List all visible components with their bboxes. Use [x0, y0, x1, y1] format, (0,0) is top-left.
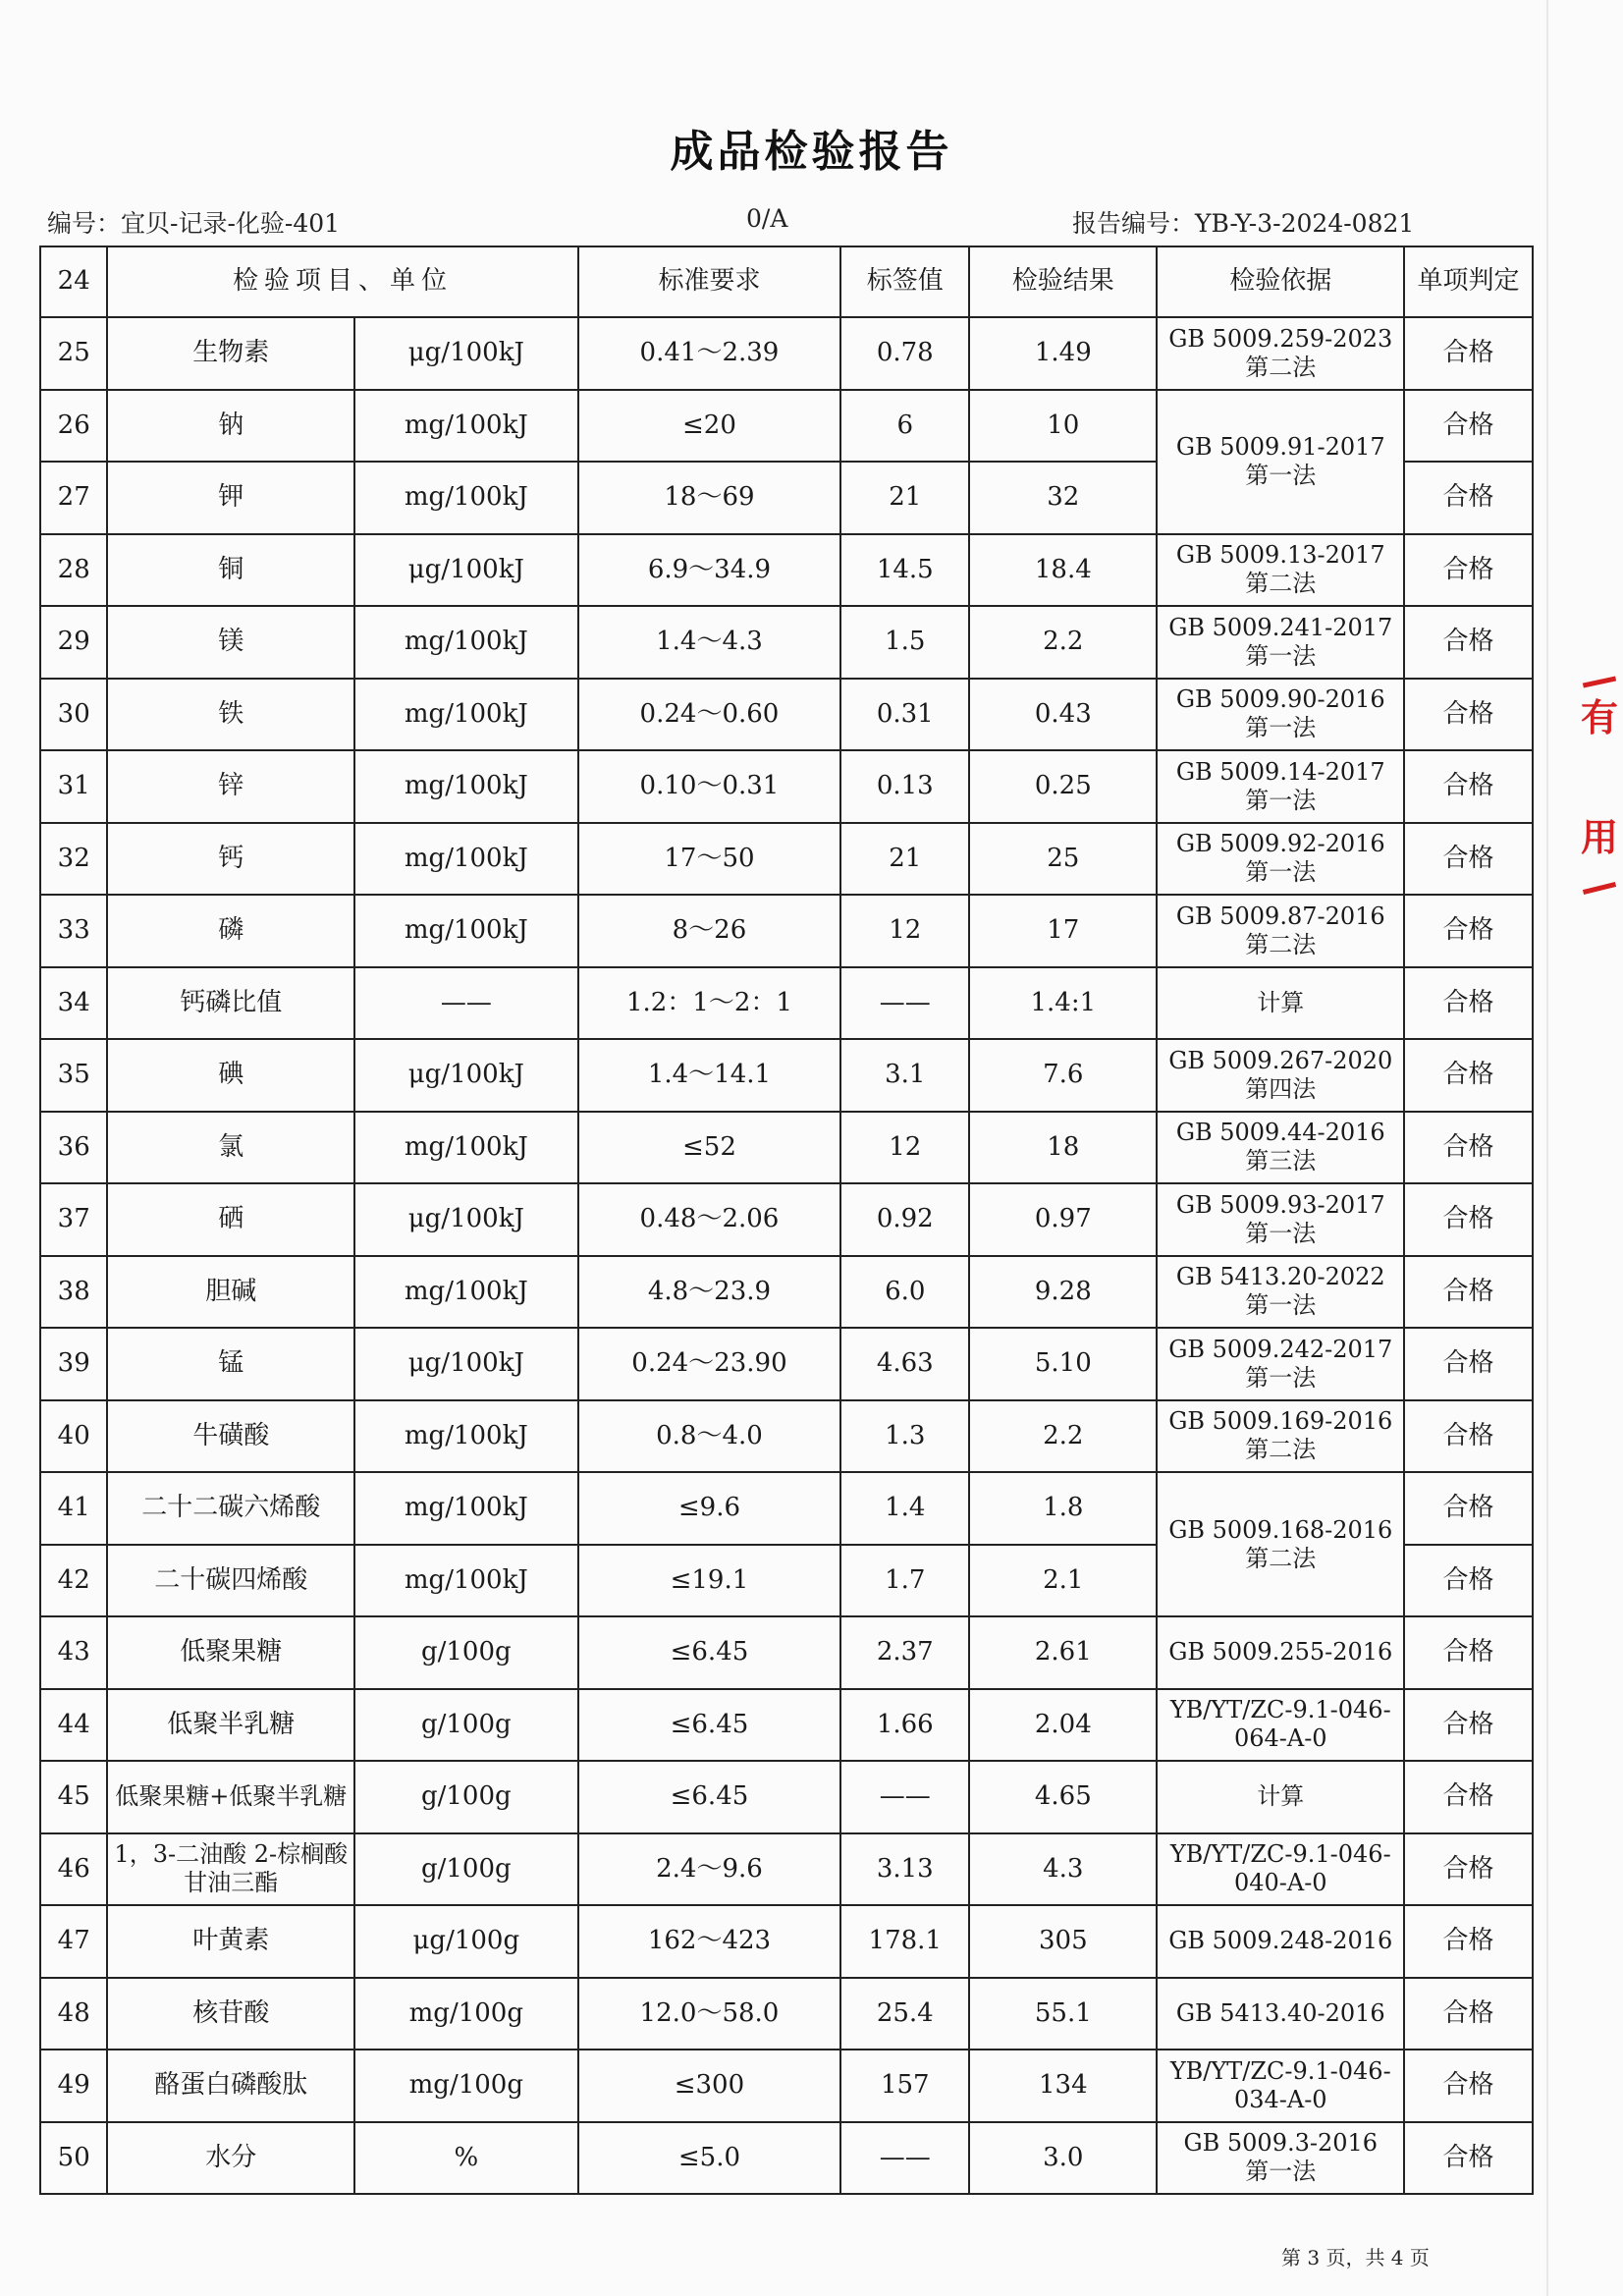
test-basis-standard: GB 5009.169-2016 [1168, 1407, 1393, 1436]
test-result: 2.61 [969, 1616, 1157, 1689]
item-unit: mg/100kJ [354, 750, 578, 823]
test-result: 18.4 [969, 534, 1157, 607]
table-row [40, 1039, 1533, 1112]
test-basis-method: 第一法 [1245, 1291, 1317, 1320]
table-row [40, 1183, 1533, 1256]
test-basis-standard: YB/YT/ZC-9.1-046- [1169, 1840, 1391, 1869]
test-basis-method: 第四法 [1245, 1074, 1317, 1103]
test-result: 1.49 [969, 317, 1157, 390]
test-basis-standard: GB 5009.93-2017 [1175, 1190, 1385, 1219]
test-result: 3.0 [969, 2122, 1157, 2195]
row-number: 32 [40, 823, 107, 896]
verdict: 合格 [1404, 1978, 1533, 2050]
table-row [40, 390, 1533, 463]
standard-requirement: 0.24～0.60 [578, 679, 841, 751]
item-unit: μg/100kJ [354, 1328, 578, 1400]
verdict: 合格 [1404, 1183, 1533, 1256]
item-name: 钙 [107, 823, 354, 896]
verdict: 合格 [1404, 1833, 1533, 1906]
standard-requirement: 0.41～2.39 [578, 317, 841, 390]
verdict: 合格 [1404, 1256, 1533, 1329]
test-basis-standard: GB 5009.168-2016 [1168, 1515, 1393, 1544]
table-row [40, 2050, 1533, 2122]
header-verdict: 单项判定 [1404, 246, 1533, 317]
item-unit: mg/100kJ [354, 462, 578, 534]
table-row [40, 1833, 1533, 1906]
standard-requirement: ≤9.6 [578, 1472, 841, 1545]
test-basis-method: 第二法 [1245, 570, 1317, 598]
row-number: 34 [40, 967, 107, 1040]
item-unit: g/100g [354, 1761, 578, 1833]
test-basis-method: 第二法 [1245, 930, 1317, 958]
test-basis-standard: GB 5413.40-2016 [1175, 1998, 1385, 2027]
standard-requirement: 162～423 [578, 1905, 841, 1978]
item-name: 低聚果糖+低聚半乳糖 [107, 1761, 354, 1833]
report-number: 报告编号：YB-Y-3-2024-0821 [1072, 209, 1415, 238]
test-basis-method: 第一法 [1245, 714, 1317, 742]
test-basis [1157, 534, 1404, 607]
inspection-table [39, 246, 1534, 2195]
row-number: 29 [40, 606, 107, 679]
item-unit: μg/100g [354, 1905, 578, 1978]
table-row [40, 534, 1533, 607]
label-value: 1.4 [840, 1472, 969, 1545]
table-row [40, 1472, 1533, 1545]
test-result: 10 [969, 390, 1157, 463]
test-basis-standard: 计算 [1257, 988, 1305, 1016]
test-basis-standard: GB 5413.20-2022 [1175, 1263, 1385, 1291]
label-value: 14.5 [840, 534, 969, 607]
standard-requirement: ≤6.45 [578, 1616, 841, 1689]
row-number: 28 [40, 534, 107, 607]
header-item-unit: 检验项目、单位 [107, 246, 577, 317]
test-result: 2.2 [969, 1400, 1157, 1473]
table-row [40, 967, 1533, 1040]
label-value: 25.4 [840, 1978, 969, 2050]
verdict: 合格 [1404, 967, 1533, 1040]
item-name: 1，3-二油酸 2-棕榈酸甘油三酯 [107, 1833, 354, 1906]
test-basis [1157, 1183, 1404, 1256]
test-result: 1.8 [969, 1472, 1157, 1545]
test-result: 4.65 [969, 1761, 1157, 1833]
table-row [40, 1616, 1533, 1689]
label-value: 0.31 [840, 679, 969, 751]
label-value: —— [840, 2122, 969, 2195]
table-row [40, 1400, 1533, 1473]
row-number: 36 [40, 1112, 107, 1184]
test-basis [1157, 750, 1404, 823]
test-basis [1157, 967, 1404, 1040]
test-basis-standard: 计算 [1257, 1782, 1305, 1811]
row-number: 27 [40, 462, 107, 534]
item-unit: μg/100kJ [354, 1183, 578, 1256]
test-basis-method: 第一法 [1245, 641, 1317, 670]
test-basis-method: 第一法 [1245, 2158, 1317, 2186]
item-name: 生物素 [107, 317, 354, 390]
row-number: 47 [40, 1905, 107, 1978]
verdict: 合格 [1404, 462, 1533, 534]
test-result: 4.3 [969, 1833, 1157, 1906]
test-result: 0.25 [969, 750, 1157, 823]
item-name: 叶黄素 [107, 1905, 354, 1978]
item-unit: mg/100kJ [354, 606, 578, 679]
item-unit: mg/100kJ [354, 1472, 578, 1545]
test-basis [1157, 1328, 1404, 1400]
page-footer: 第 3 页，共 4 页 [1281, 2246, 1430, 2269]
header-label-value: 标签值 [840, 246, 969, 317]
standard-requirement: 0.10～0.31 [578, 750, 841, 823]
label-value: 178.1 [840, 1905, 969, 1978]
row-number: 38 [40, 1256, 107, 1329]
label-value: 157 [840, 2050, 969, 2122]
test-result: 2.2 [969, 606, 1157, 679]
item-name: 二十二碳六烯酸 [107, 1472, 354, 1545]
item-unit: mg/100g [354, 2050, 578, 2122]
test-result: 5.10 [969, 1328, 1157, 1400]
test-basis-method: 第一法 [1245, 786, 1317, 814]
test-basis-standard: GB 5009.87-2016 [1175, 902, 1385, 930]
row-number: 40 [40, 1400, 107, 1473]
item-name: 硒 [107, 1183, 354, 1256]
item-unit: μg/100kJ [354, 534, 578, 607]
test-basis [1157, 1472, 1404, 1616]
row-number: 49 [40, 2050, 107, 2122]
test-basis-standard: GB 5009.3-2016 [1183, 2129, 1379, 2158]
test-basis [1157, 390, 1404, 534]
table-row [40, 1761, 1533, 1833]
test-result: 32 [969, 462, 1157, 534]
red-stamp-bar-top [1583, 677, 1616, 688]
verdict: 合格 [1404, 1328, 1533, 1400]
verdict: 合格 [1404, 317, 1533, 390]
test-result: 0.43 [969, 679, 1157, 751]
item-unit: μg/100kJ [354, 317, 578, 390]
label-value: 3.13 [840, 1833, 969, 1906]
test-basis-method: 第三法 [1245, 1147, 1317, 1175]
table-row [40, 1256, 1533, 1329]
table-row [40, 2122, 1533, 2195]
label-value: 1.5 [840, 606, 969, 679]
header-result: 检验结果 [969, 246, 1157, 317]
item-name: 酪蛋白磷酸肽 [107, 2050, 354, 2122]
item-name: 钠 [107, 390, 354, 463]
verdict: 合格 [1404, 2122, 1533, 2195]
standard-requirement: 2.4～9.6 [578, 1833, 841, 1906]
row-number: 45 [40, 1761, 107, 1833]
test-basis-standard: GB 5009.14-2017 [1175, 757, 1385, 786]
test-basis-standard: GB 5009.44-2016 [1175, 1119, 1385, 1147]
standard-requirement: 1.2：1～2：1 [578, 967, 841, 1040]
table-row [40, 1689, 1533, 1762]
standard-requirement: 0.8～4.0 [578, 1400, 841, 1473]
standard-requirement: 1.4～4.3 [578, 606, 841, 679]
standard-requirement: 18～69 [578, 462, 841, 534]
item-unit: —— [354, 967, 578, 1040]
test-basis [1157, 823, 1404, 896]
test-basis [1157, 1833, 1404, 1906]
standard-requirement: 6.9～34.9 [578, 534, 841, 607]
label-value: 6.0 [840, 1256, 969, 1329]
standard-requirement: ≤52 [578, 1112, 841, 1184]
test-basis-standard: GB 5009.248-2016 [1168, 1927, 1393, 1955]
item-name: 碘 [107, 1039, 354, 1112]
item-name: 钾 [107, 462, 354, 534]
label-value: 12 [840, 895, 969, 967]
label-value: 0.78 [840, 317, 969, 390]
test-basis-method: 第二法 [1245, 1436, 1317, 1464]
table-header-row [40, 246, 1533, 317]
row-number: 41 [40, 1472, 107, 1545]
standard-requirement: 12.0～58.0 [578, 1978, 841, 2050]
standard-requirement: 8～26 [578, 895, 841, 967]
test-basis-standard: GB 5009.90-2016 [1175, 685, 1385, 714]
row-number: 44 [40, 1689, 107, 1762]
test-basis [1157, 1400, 1404, 1473]
doc-number: 编号：宜贝-记录-化验-401 [47, 209, 341, 238]
item-unit: mg/100kJ [354, 679, 578, 751]
test-result: 25 [969, 823, 1157, 896]
item-name: 低聚半乳糖 [107, 1689, 354, 1762]
verdict: 合格 [1404, 1545, 1533, 1617]
test-basis [1157, 1761, 1404, 1833]
test-basis-method: 064-A-0 [1233, 1724, 1327, 1753]
standard-requirement: 4.8～23.9 [578, 1256, 841, 1329]
label-value: 21 [840, 823, 969, 896]
item-name: 核苷酸 [107, 1978, 354, 2050]
table-row [40, 679, 1533, 751]
scan-edge-line [1546, 0, 1548, 2296]
label-value: 1.7 [840, 1545, 969, 1617]
test-basis [1157, 1905, 1404, 1978]
test-result: 1.4:1 [969, 967, 1157, 1040]
row-number: 30 [40, 679, 107, 751]
item-name: 氯 [107, 1112, 354, 1184]
row-number: 26 [40, 390, 107, 463]
test-basis-method: 第一法 [1245, 1219, 1317, 1247]
verdict: 合格 [1404, 750, 1533, 823]
standard-requirement: 17～50 [578, 823, 841, 896]
item-unit: mg/100kJ [354, 1400, 578, 1473]
label-value: 0.92 [840, 1183, 969, 1256]
test-basis [1157, 1039, 1404, 1112]
label-value: 4.63 [840, 1328, 969, 1400]
verdict: 合格 [1404, 1039, 1533, 1112]
item-name: 胆碱 [107, 1256, 354, 1329]
table-row [40, 1328, 1533, 1400]
test-basis [1157, 1112, 1404, 1184]
item-name: 钙磷比值 [107, 967, 354, 1040]
standard-requirement: ≤6.45 [578, 1689, 841, 1762]
item-name: 镁 [107, 606, 354, 679]
red-stamp-char-1: 有 [1581, 696, 1619, 739]
test-basis-method: 第一法 [1245, 462, 1317, 489]
standard-requirement: 0.48～2.06 [578, 1183, 841, 1256]
red-stamp-bar-bottom [1583, 882, 1616, 895]
item-name: 锌 [107, 750, 354, 823]
verdict: 合格 [1404, 895, 1533, 967]
test-basis-standard: GB 5009.13-2017 [1175, 541, 1385, 570]
row-number: 50 [40, 2122, 107, 2195]
item-unit: % [354, 2122, 578, 2195]
table-row [40, 895, 1533, 967]
header-standard: 标准要求 [578, 246, 841, 317]
table-row [40, 1112, 1533, 1184]
test-basis-method: 040-A-0 [1233, 1869, 1327, 1897]
label-value: 6 [840, 390, 969, 463]
item-unit: mg/100kJ [354, 1256, 578, 1329]
label-value: 21 [840, 462, 969, 534]
test-basis [1157, 1978, 1404, 2050]
verdict: 合格 [1404, 1761, 1533, 1833]
standard-requirement: ≤20 [578, 390, 841, 463]
standard-requirement: ≤19.1 [578, 1545, 841, 1617]
item-name: 水分 [107, 2122, 354, 2195]
test-basis [1157, 1689, 1404, 1762]
row-number: 46 [40, 1833, 107, 1906]
item-name: 磷 [107, 895, 354, 967]
item-unit: g/100g [354, 1689, 578, 1762]
row-number: 48 [40, 1978, 107, 2050]
header-basis: 检验依据 [1157, 246, 1404, 317]
label-value: 2.37 [840, 1616, 969, 1689]
verdict: 合格 [1404, 823, 1533, 896]
label-value: 0.13 [840, 750, 969, 823]
test-basis [1157, 2122, 1404, 2195]
item-name: 低聚果糖 [107, 1616, 354, 1689]
label-value: —— [840, 1761, 969, 1833]
table-row [40, 606, 1533, 679]
test-basis-standard: YB/YT/ZC-9.1-046- [1169, 1696, 1391, 1724]
test-basis-standard: GB 5009.91-2017 [1175, 433, 1385, 462]
verdict: 合格 [1404, 1905, 1533, 1978]
page-title: 成品检验报告 [670, 127, 953, 177]
test-result: 305 [969, 1905, 1157, 1978]
item-unit: g/100g [354, 1616, 578, 1689]
test-basis-standard: GB 5009.255-2016 [1168, 1638, 1393, 1667]
test-result: 0.97 [969, 1183, 1157, 1256]
verdict: 合格 [1404, 1472, 1533, 1545]
standard-requirement: ≤6.45 [578, 1761, 841, 1833]
row-number: 39 [40, 1328, 107, 1400]
item-unit: mg/100kJ [354, 390, 578, 463]
item-name: 牛磺酸 [107, 1400, 354, 1473]
verdict: 合格 [1404, 1616, 1533, 1689]
verdict: 合格 [1404, 679, 1533, 751]
verdict: 合格 [1404, 534, 1533, 607]
doc-version: 0/A [746, 204, 788, 233]
item-name: 铁 [107, 679, 354, 751]
verdict: 合格 [1404, 390, 1533, 463]
verdict: 合格 [1404, 1112, 1533, 1184]
row-number: 42 [40, 1545, 107, 1617]
test-basis [1157, 1256, 1404, 1329]
test-basis-standard: YB/YT/ZC-9.1-046- [1169, 2056, 1391, 2085]
item-unit: mg/100g [354, 1978, 578, 2050]
item-unit: mg/100kJ [354, 1545, 578, 1617]
item-name: 锰 [107, 1328, 354, 1400]
table-row [40, 1978, 1533, 2050]
row-number: 33 [40, 895, 107, 967]
row-number: 25 [40, 317, 107, 390]
test-basis-method: 第二法 [1245, 1544, 1317, 1572]
verdict: 合格 [1404, 2050, 1533, 2122]
test-basis [1157, 1616, 1404, 1689]
row-number: 37 [40, 1183, 107, 1256]
table-row [40, 317, 1533, 390]
test-basis-standard: GB 5009.92-2016 [1175, 830, 1385, 858]
item-name: 铜 [107, 534, 354, 607]
standard-requirement: 0.24～23.90 [578, 1328, 841, 1400]
label-value: 3.1 [840, 1039, 969, 1112]
test-result: 18 [969, 1112, 1157, 1184]
test-result: 134 [969, 2050, 1157, 2122]
test-basis-standard: GB 5009.241-2017 [1168, 613, 1393, 641]
test-basis [1157, 679, 1404, 751]
item-unit: mg/100kJ [354, 1112, 578, 1184]
item-name: 二十碳四烯酸 [107, 1545, 354, 1617]
standard-requirement: ≤300 [578, 2050, 841, 2122]
table-row [40, 823, 1533, 896]
verdict: 合格 [1404, 1400, 1533, 1473]
test-result: 9.28 [969, 1256, 1157, 1329]
table-row [40, 1905, 1533, 1978]
row-number: 35 [40, 1039, 107, 1112]
item-unit: g/100g [354, 1833, 578, 1906]
red-stamp-char-2: 用 [1581, 816, 1619, 859]
standard-requirement: 1.4～14.1 [578, 1039, 841, 1112]
row-number: 31 [40, 750, 107, 823]
standard-requirement: ≤5.0 [578, 2122, 841, 2195]
test-basis [1157, 895, 1404, 967]
header-no: 24 [40, 246, 107, 317]
label-value: 1.3 [840, 1400, 969, 1473]
test-result: 55.1 [969, 1978, 1157, 2050]
test-basis-standard: GB 5009.259-2023 [1168, 324, 1393, 353]
test-result: 17 [969, 895, 1157, 967]
table-row [40, 750, 1533, 823]
item-unit: mg/100kJ [354, 895, 578, 967]
test-basis [1157, 606, 1404, 679]
test-basis-standard: GB 5009.267-2020 [1168, 1046, 1393, 1074]
label-value: 1.66 [840, 1689, 969, 1762]
test-result: 2.04 [969, 1689, 1157, 1762]
item-unit: μg/100kJ [354, 1039, 578, 1112]
test-result: 2.1 [969, 1545, 1157, 1617]
test-basis-method: 第二法 [1245, 353, 1317, 381]
test-basis-method: 第一法 [1245, 858, 1317, 887]
test-basis-method: 第一法 [1245, 1363, 1317, 1392]
test-basis [1157, 317, 1404, 390]
test-basis-method: 034-A-0 [1233, 2085, 1327, 2113]
test-result: 7.6 [969, 1039, 1157, 1112]
test-basis [1157, 2050, 1404, 2122]
label-value: 12 [840, 1112, 969, 1184]
row-number: 43 [40, 1616, 107, 1689]
label-value: —— [840, 967, 969, 1040]
verdict: 合格 [1404, 1689, 1533, 1762]
test-basis-standard: GB 5009.242-2017 [1168, 1335, 1393, 1363]
item-unit: mg/100kJ [354, 823, 578, 896]
verdict: 合格 [1404, 606, 1533, 679]
